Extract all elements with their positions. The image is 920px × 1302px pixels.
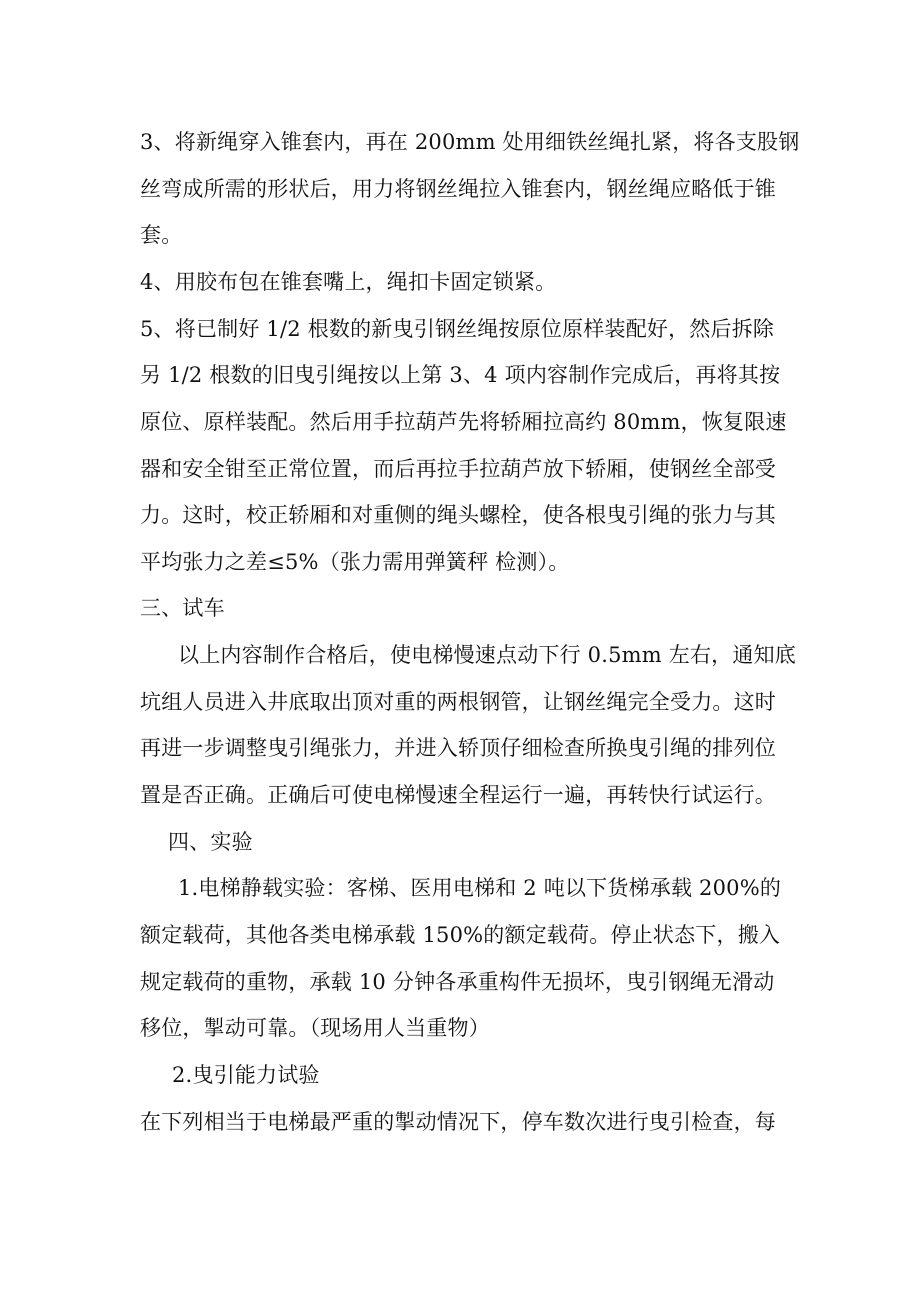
section-heading: 三、试车: [140, 596, 225, 620]
text-line: 坑组人员进入井底取出顶对重的两根钢管，让钢丝绳完全受力。这时: [140, 690, 776, 714]
text-line: 器和安全钳至正常位置，而后再拉手拉葫芦放下轿厢，使钢丝全部受: [140, 457, 776, 481]
text-line: 力。这时，校正轿厢和对重侧的绳头螺栓，使各根曳引绳的张力与其: [140, 503, 776, 527]
text-line: 平均张力之差≤5%（张力需用弹簧秤 检测）。: [140, 550, 570, 574]
text-line: 4、用胶布包在锥套嘴上，绳扣卡固定锁紧。: [140, 270, 557, 294]
text-line: 在下列相当于电梯最严重的掣动情况下，停车数次进行曳引检查，每: [140, 1110, 776, 1134]
subsection-heading: 2.曳引能力试验: [172, 1063, 320, 1087]
text-line: 移位，掣动可靠。（现场用人当重物）: [140, 1016, 490, 1040]
text-line: 规定载荷的重物，承载 10 分钟各承重构件无损坏，曳引钢绳无滑动: [140, 970, 775, 994]
text-line: 以上内容制作合格后，使电梯慢速点动下行 0.5mm 左右，通知底: [178, 643, 796, 667]
text-line: 置是否正确。正确后可使电梯慢速全程运行一遍，再转快行试运行。: [140, 783, 776, 807]
text-line: 再进一步调整曳引绳张力，并进入轿顶仔细检查所换曳引绳的排列位: [140, 736, 776, 760]
text-line: 套。: [140, 223, 183, 247]
text-line: 1.电梯静载实验：客梯、医用电梯和 2 吨以下货梯承载 200%的: [178, 876, 782, 900]
text-line: 额定载荷，其他各类电梯承载 150%的额定载荷。停止状态下，搬入: [140, 923, 781, 947]
text-line: 3、将新绳穿入锥套内，再在 200mm 处用细铁丝绳扎紧，将各支股钢: [140, 130, 800, 154]
text-line: 另 1/2 根数的旧曳引绳按以上第 3、4 项内容制作完成后，再将其按: [140, 363, 781, 387]
section-heading: 四、实验: [168, 830, 253, 854]
text-line: 5、将已制好 1/2 根数的新曳引钢丝绳按原位原样装配好，然后拆除: [140, 317, 775, 341]
text-line: 丝弯成所需的形状后，用力将钢丝绳拉入锥套内，钢丝绳应略低于锥: [140, 177, 776, 201]
text-line: 原位、原样装配。然后用手拉葫芦先将轿厢拉高约 80mm，恢复限速: [140, 410, 787, 434]
